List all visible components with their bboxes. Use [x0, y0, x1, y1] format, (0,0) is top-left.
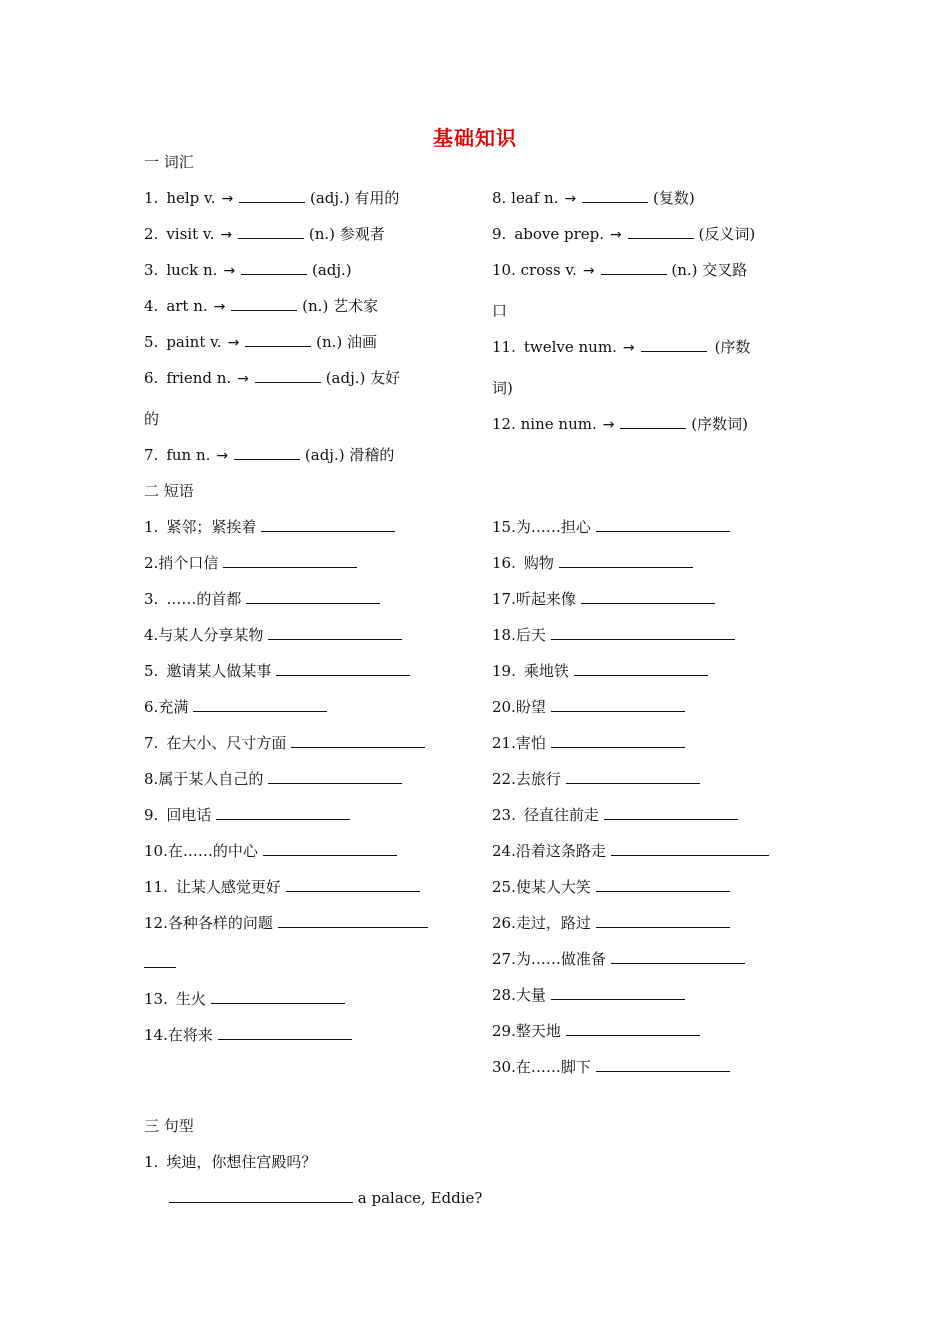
phrase-item-29: 29.整天地: [492, 1020, 700, 1042]
arrow-icon: →: [564, 191, 577, 207]
phrase-item-7: 7. 在大小、尺寸方面: [144, 732, 425, 754]
answer-blank[interactable]: [628, 224, 694, 239]
answer-blank[interactable]: [604, 805, 738, 820]
phrase-item-9: 9. 回电话: [144, 804, 350, 826]
phrase-item-18: 18.后天: [492, 624, 735, 646]
arrow-icon: →: [221, 191, 234, 207]
answer-blank[interactable]: [620, 414, 686, 429]
arrow-icon: →: [582, 263, 595, 279]
answer-blank[interactable]: [231, 296, 297, 311]
answer-blank[interactable]: [223, 553, 357, 568]
vocab-item-12: 12. nine num. → (序数词): [492, 413, 748, 436]
phrase-item-16: 16. 购物: [492, 552, 693, 574]
vocab-item-2: 2. visit v. → (n.) 参观者: [144, 223, 385, 246]
vocab-item-11: 11. twelve num. → (序数: [492, 336, 750, 359]
answer-blank[interactable]: [278, 913, 428, 928]
phrase-item-5: 5. 邀请某人做某事: [144, 660, 410, 682]
answer-blank[interactable]: [218, 1025, 352, 1040]
answer-blank[interactable]: [268, 769, 402, 784]
answer-blank[interactable]: [551, 625, 735, 640]
answer-blank[interactable]: [641, 337, 707, 352]
phrase-item-6: 6.充满: [144, 696, 327, 718]
page-title: 基础知识: [433, 126, 517, 150]
answer-blank[interactable]: [261, 517, 395, 532]
phrase-item-23: 23. 径直往前走: [492, 804, 738, 826]
phrase-item-30: 30.在……脚下: [492, 1056, 730, 1078]
answer-blank[interactable]: [611, 841, 769, 856]
answer-blank[interactable]: [268, 625, 402, 640]
answer-blank[interactable]: [245, 332, 311, 347]
answer-blank[interactable]: [596, 517, 730, 532]
answer-blank-continued[interactable]: [144, 953, 176, 968]
sentence-item-1: 1. 埃迪，你想住宫殿吗？: [144, 1153, 317, 1171]
phrase-item-25: 25.使某人大笑: [492, 876, 730, 898]
vocab-item-5: 5. paint v. → (n.) 油画: [144, 331, 377, 354]
answer-blank[interactable]: [566, 769, 700, 784]
vocab-item-6: 6. friend n. → (adj.) 友好: [144, 367, 400, 390]
answer-blank[interactable]: [286, 877, 420, 892]
answer-blank[interactable]: [611, 949, 745, 964]
answer-blank[interactable]: [255, 368, 321, 383]
answer-blank[interactable]: [216, 805, 350, 820]
arrow-icon: →: [610, 227, 622, 243]
vocab-item-3: 3. luck n. → (adj.): [144, 259, 352, 282]
phrase-item-12-wrap: [144, 952, 176, 974]
answer-blank[interactable]: [566, 1021, 700, 1036]
answer-blank[interactable]: [193, 697, 327, 712]
phrase-item-17: 17.听起来像: [492, 588, 715, 610]
answer-blank[interactable]: [234, 445, 300, 460]
arrow-icon: →: [216, 448, 229, 464]
phrase-item-22: 22.去旅行: [492, 768, 700, 790]
answer-blank[interactable]: [276, 661, 410, 676]
vocab-item-11-wrap: 词): [492, 379, 513, 397]
answer-blank[interactable]: [263, 841, 397, 856]
answer-blank[interactable]: [596, 877, 730, 892]
phrase-item-8: 8.属于某人自己的: [144, 768, 402, 790]
vocab-item-8: 8. leaf n. → (复数): [492, 187, 695, 210]
arrow-icon: →: [237, 371, 249, 387]
vocab-item-7: 7. fun n. → (adj.) 滑稽的: [144, 444, 394, 467]
answer-blank[interactable]: [238, 224, 304, 239]
sentence-item-1-answer: a palace, Eddie?: [169, 1187, 482, 1209]
phrase-item-10: 10.在……的中心: [144, 840, 397, 862]
arrow-icon: →: [602, 417, 615, 433]
phrase-item-27: 27.为……做准备: [492, 948, 745, 970]
phrase-item-19: 19. 乘地铁: [492, 660, 708, 682]
answer-blank[interactable]: [211, 989, 345, 1004]
answer-blank[interactable]: [241, 260, 307, 275]
answer-blank[interactable]: [582, 188, 648, 203]
phrase-item-4: 4.与某人分享某物: [144, 624, 402, 646]
phrase-item-2: 2.捎个口信: [144, 552, 357, 574]
phrase-item-1: 1. 紧邻；紧挨着: [144, 516, 395, 538]
answer-blank[interactable]: [551, 733, 685, 748]
vocab-item-10-wrap: 口: [492, 302, 508, 320]
vocab-item-10: 10. cross v. → (n.) 交叉路: [492, 259, 747, 282]
answer-blank[interactable]: [551, 697, 685, 712]
phrase-item-12: 12.各种各样的问题: [144, 912, 428, 934]
answer-blank[interactable]: [596, 913, 730, 928]
answer-blank[interactable]: [574, 661, 708, 676]
answer-blank[interactable]: [581, 589, 715, 604]
phrase-item-3: 3. ……的首都: [144, 588, 380, 610]
vocab-item-9: 9. above prep. → (反义词): [492, 223, 755, 246]
vocab-item-6-wrap: 的: [144, 410, 160, 428]
phrase-item-11: 11. 让某人感觉更好: [144, 876, 420, 898]
phrase-item-28: 28.大量: [492, 984, 685, 1006]
phrase-item-21: 21.害怕: [492, 732, 685, 754]
phrase-item-15: 15.为……担心: [492, 516, 730, 538]
arrow-icon: →: [227, 335, 240, 351]
answer-blank[interactable]: [239, 188, 305, 203]
answer-blank[interactable]: [601, 260, 667, 275]
vocab-item-4: 4. art n. → (n.) 艺术家: [144, 295, 378, 318]
answer-blank[interactable]: [596, 1057, 730, 1072]
phrase-item-13: 13. 生火: [144, 988, 345, 1010]
section-heading-vocab: 一 词汇: [144, 153, 194, 171]
vocab-item-1: 1. help v. → (adj.) 有用的: [144, 187, 399, 210]
arrow-icon: →: [223, 263, 236, 279]
section-heading-phrases: 二 短语: [144, 482, 194, 500]
answer-blank[interactable]: [169, 1188, 353, 1203]
arrow-icon: →: [213, 299, 226, 315]
phrase-item-26: 26.走过，路过: [492, 912, 730, 934]
phrase-item-24: 24.沿着这条路走: [492, 840, 769, 862]
answer-blank[interactable]: [551, 985, 685, 1000]
answer-blank[interactable]: [291, 733, 425, 748]
phrase-item-20: 20.盼望: [492, 696, 685, 718]
arrow-icon: →: [220, 227, 233, 243]
answer-blank[interactable]: [559, 553, 693, 568]
section-heading-sentences: 三 句型: [144, 1117, 194, 1135]
answer-blank[interactable]: [246, 589, 380, 604]
arrow-icon: →: [622, 340, 635, 356]
phrase-item-14: 14.在将来: [144, 1024, 352, 1046]
